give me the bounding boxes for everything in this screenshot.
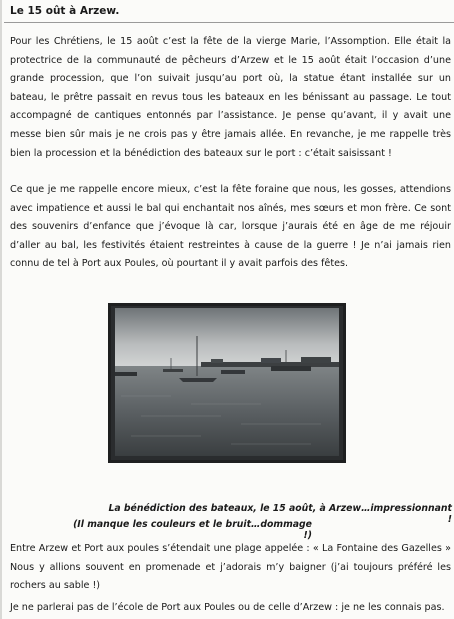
paragraph-procession: Pour les Chrétiens, le 15 août c’est la fête de la vierge Marie, l’Assomption. Elle était la protectrice de la communauté de pêcheurs d’Arzew et le 15 août était l’occasion d’une grande procession, que l’on suivait jusqu’au port où, la statue étant installée sur un bateau, le prêtre passait en revus tous les bateaux en les bénissant au passage. Le tout accompagné de cantiques entonnés par l’assistance. Je pense qu’avant, il y avait une messe bien sûr mais je ne crois pas y être jamais allée. En revanche, je me rappelle très bien la procession et la bénédiction des bateaux sur le port : c’était saisissant !: [10, 36, 451, 159]
page-title: Le 15 oût à Arzew.: [10, 5, 120, 17]
paragraph-ecole: Je ne parlerai pas de l’école de Port aux Poules ou de celle d’Arzew : je ne les connais pas.: [10, 602, 445, 613]
boat-left: [115, 372, 137, 376]
photo-caption: La bénédiction des bateaux, le 15 août, à Arzew…impressionnant !: [108, 503, 452, 525]
title-divider: [4, 22, 454, 23]
paragraph-fete-foraine: Ce que je me rappelle encore mieux, c’est la fête foraine que nous, les gosses, attendions avec impatience et aussi le bal qui enchantait nos aînés, mes sœurs et mon frère. Ce sont des souvenirs d’enfance que j’évoque là car, lorsque j’aurais été en âge de me réjouir d’aller au bal, les festivités étaient restreintes à cause de la guerre ! Je n’ai jamais rien connu de tel à Port aux Poules, où pourtant il y avait parfois des fêtes.: [10, 184, 451, 270]
harbor-boats-image: [111, 306, 343, 460]
harbor-photo: [108, 303, 346, 463]
paragraph-plage: Entre Arzew et Port aux poules s’étendait une plage appelée : « La Fontaine des Gazelles » Nous y allions souvent en promenade et j’adorais m’y baigner (j’ai toujours préféré les rochers au sable !): [10, 543, 451, 592]
sea: [115, 366, 339, 456]
photo-caption-note: (Il manque les couleurs et le bruit…dommage !): [73, 519, 312, 541]
